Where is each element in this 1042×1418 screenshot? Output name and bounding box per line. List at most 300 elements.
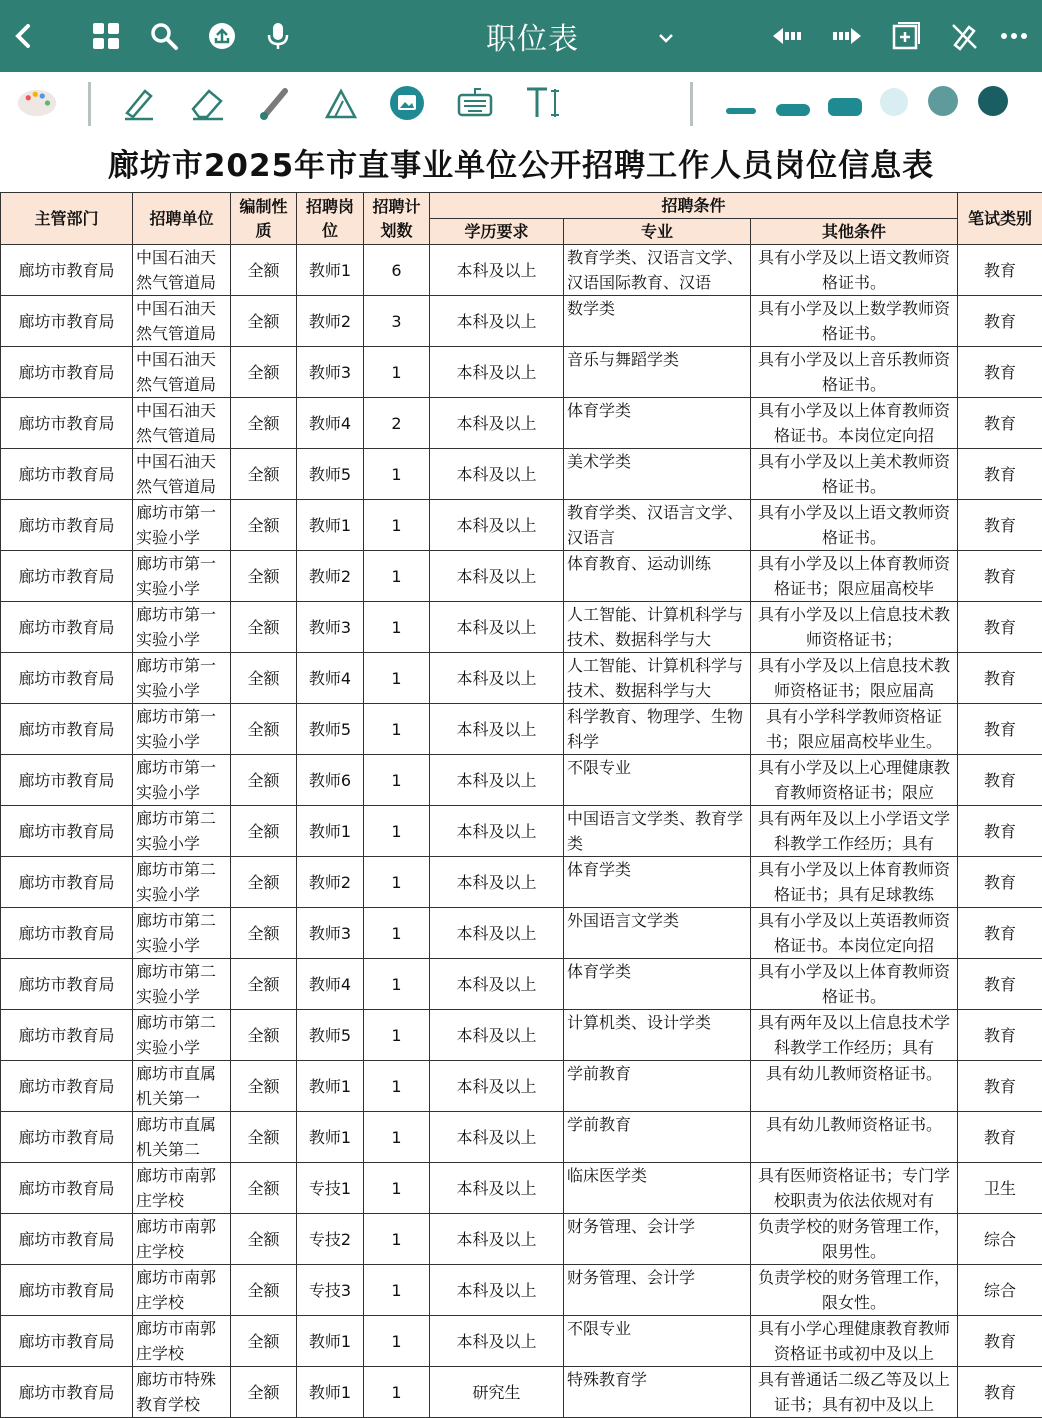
cell-dept: 廊坊市教育局 <box>1 857 133 908</box>
cell-plan: 1 <box>364 1316 430 1367</box>
cell-major-text: 临床医学类 <box>567 1163 747 1213</box>
cell-major <box>564 602 751 653</box>
cell-unit-text: 廊坊市第一实验小学 <box>136 551 227 601</box>
cell-major-text: 音乐与舞蹈学类 <box>567 347 747 397</box>
header-conditions: 招聘条件 <box>430 193 958 219</box>
cell-major <box>564 806 751 857</box>
cell-other-text: 具有两年及以上信息技术学科教学工作经历；具有 <box>754 1010 954 1060</box>
cell-exam: 教育 <box>958 959 1042 1010</box>
cell-edu: 本科及以上 <box>430 1112 564 1163</box>
cell-dept: 廊坊市教育局 <box>1 398 133 449</box>
cell-other-text: 具有小学及以上信息技术教师资格证书； <box>754 602 954 652</box>
cell-exam: 教育 <box>958 602 1042 653</box>
cell-edu: 本科及以上 <box>430 1061 564 1112</box>
cell-post: 教师1 <box>297 245 364 296</box>
stroke-width-thin[interactable] <box>726 108 756 114</box>
cell-exam: 教育 <box>958 1010 1042 1061</box>
cell-exam: 教育 <box>958 1367 1042 1418</box>
cell-other <box>751 398 958 449</box>
cell-other <box>751 959 958 1010</box>
cell-post: 教师3 <box>297 602 364 653</box>
cell-unit <box>133 806 231 857</box>
cell-unit <box>133 755 231 806</box>
cell-other <box>751 1316 958 1367</box>
cell-post: 教师3 <box>297 908 364 959</box>
cell-plan: 2 <box>364 398 430 449</box>
cell-nature: 全额 <box>231 806 297 857</box>
header-major: 专业 <box>564 219 751 245</box>
header-post: 招聘岗位 <box>297 193 364 245</box>
cell-nature: 全额 <box>231 398 297 449</box>
cell-post: 教师1 <box>297 806 364 857</box>
cell-exam: 教育 <box>958 704 1042 755</box>
cell-exam: 教育 <box>958 449 1042 500</box>
image-icon[interactable] <box>386 82 428 124</box>
cell-nature: 全额 <box>231 1214 297 1265</box>
cell-other <box>751 245 958 296</box>
cell-major <box>564 755 751 806</box>
table-row <box>1 857 1042 908</box>
cell-other-text: 负责学校的财务管理工作，限男性。 <box>754 1214 954 1264</box>
cell-dept: 廊坊市教育局 <box>1 245 133 296</box>
cell-other-text: 具有小学及以上英语教师资格证书。本岗位定向招 <box>754 908 954 958</box>
cell-plan: 1 <box>364 602 430 653</box>
cell-other <box>751 1010 958 1061</box>
cell-unit <box>133 959 231 1010</box>
cell-dept: 廊坊市教育局 <box>1 806 133 857</box>
shape-icon[interactable] <box>320 82 362 124</box>
cell-unit <box>133 398 231 449</box>
cell-unit-text: 廊坊市南郭庄学校 <box>136 1316 227 1366</box>
cell-other-text: 具有小学及以上体育教师资格证书。 <box>754 959 954 1009</box>
cell-dept: 廊坊市教育局 <box>1 1112 133 1163</box>
cell-post: 专技1 <box>297 1163 364 1214</box>
cell-nature: 全额 <box>231 653 297 704</box>
cell-edu: 本科及以上 <box>430 1163 564 1214</box>
table-row <box>1 1214 1042 1265</box>
cell-other <box>751 347 958 398</box>
job-table <box>0 192 1042 1418</box>
cell-major <box>564 908 751 959</box>
cell-exam: 教育 <box>958 347 1042 398</box>
cell-major-text: 学前教育 <box>567 1061 747 1111</box>
cell-dept: 廊坊市教育局 <box>1 1061 133 1112</box>
cell-unit <box>133 653 231 704</box>
edit-off-icon[interactable] <box>946 18 982 54</box>
cell-edu: 本科及以上 <box>430 296 564 347</box>
cell-post: 教师1 <box>297 1061 364 1112</box>
cell-other-text: 具有小学科学教师资格证书；限应届高校毕业生。 <box>754 704 954 754</box>
table-row <box>1 500 1042 551</box>
cell-dept: 廊坊市教育局 <box>1 551 133 602</box>
cell-major <box>564 1061 751 1112</box>
cell-exam: 卫生 <box>958 1163 1042 1214</box>
cell-unit-text: 廊坊市第二实验小学 <box>136 857 227 907</box>
table-row <box>1 347 1042 398</box>
cell-other-text: 具有小学及以上语文教师资格证书。 <box>754 500 954 550</box>
cell-major-text: 科学教育、物理学、生物科学 <box>567 704 747 754</box>
cell-other-text: 具有两年及以上小学语文学科教学工作经历；具有 <box>754 806 954 856</box>
cell-post: 教师1 <box>297 1367 364 1418</box>
cell-plan: 1 <box>364 908 430 959</box>
table-row <box>1 959 1042 1010</box>
cell-post: 教师6 <box>297 755 364 806</box>
palette-icon[interactable] <box>16 82 58 124</box>
toolbar-divider <box>690 82 693 126</box>
table-row <box>1 398 1042 449</box>
cell-post: 教师1 <box>297 1112 364 1163</box>
cell-edu: 本科及以上 <box>430 245 564 296</box>
cell-post: 教师2 <box>297 551 364 602</box>
cell-plan: 1 <box>364 500 430 551</box>
cell-exam: 教育 <box>958 1061 1042 1112</box>
cell-unit <box>133 704 231 755</box>
cell-major <box>564 1112 751 1163</box>
cell-other <box>751 908 958 959</box>
cell-nature: 全额 <box>231 1367 297 1418</box>
cell-edu: 本科及以上 <box>430 806 564 857</box>
grid-icon[interactable] <box>88 18 124 54</box>
cell-major-text: 数学类 <box>567 296 747 346</box>
cell-exam: 教育 <box>958 908 1042 959</box>
cell-major-text: 体育学类 <box>567 959 747 1009</box>
cell-other <box>751 704 958 755</box>
cell-major-text: 体育学类 <box>567 398 747 448</box>
cell-other <box>751 755 958 806</box>
cell-major <box>564 347 751 398</box>
cell-nature: 全额 <box>231 755 297 806</box>
cell-unit <box>133 1163 231 1214</box>
cell-unit-text: 廊坊市第二实验小学 <box>136 1010 227 1060</box>
cell-post: 教师5 <box>297 704 364 755</box>
cell-other <box>751 806 958 857</box>
cell-dept: 廊坊市教育局 <box>1 1010 133 1061</box>
cell-unit-text: 廊坊市第二实验小学 <box>136 908 227 958</box>
cell-plan: 1 <box>364 449 430 500</box>
cell-post: 教师4 <box>297 653 364 704</box>
cell-major <box>564 1316 751 1367</box>
cell-plan: 1 <box>364 1061 430 1112</box>
cell-unit-text: 中国石油天然气管道局 <box>136 449 227 499</box>
cell-post: 教师1 <box>297 500 364 551</box>
cell-nature: 全额 <box>231 1010 297 1061</box>
cell-plan: 1 <box>364 1112 430 1163</box>
cell-post: 教师2 <box>297 296 364 347</box>
cell-unit <box>133 449 231 500</box>
table-row <box>1 245 1042 296</box>
cell-other <box>751 1367 958 1418</box>
cell-dept: 廊坊市教育局 <box>1 500 133 551</box>
cell-other-text: 具有小学及以上音乐教师资格证书。 <box>754 347 954 397</box>
cell-other-text: 具有幼儿教师资格证书。 <box>754 1061 954 1111</box>
cell-other-text: 具有医师资格证书；专门学校职责为依法依规对有 <box>754 1163 954 1213</box>
cell-exam: 教育 <box>958 857 1042 908</box>
cell-exam: 教育 <box>958 296 1042 347</box>
cell-post: 专技3 <box>297 1265 364 1316</box>
cell-edu: 本科及以上 <box>430 1214 564 1265</box>
keyboard-icon[interactable] <box>454 82 496 124</box>
cell-unit <box>133 857 231 908</box>
cell-major-text: 外国语言文学类 <box>567 908 747 958</box>
table-row <box>1 449 1042 500</box>
cell-major-text: 不限专业 <box>567 1316 747 1366</box>
cell-plan: 1 <box>364 959 430 1010</box>
cell-major-text: 体育教育、运动训练 <box>567 551 747 601</box>
cell-unit <box>133 908 231 959</box>
cell-nature: 全额 <box>231 1061 297 1112</box>
cell-unit-text: 廊坊市南郭庄学校 <box>136 1265 227 1315</box>
cell-other <box>751 857 958 908</box>
cell-plan: 6 <box>364 245 430 296</box>
cell-edu: 本科及以上 <box>430 500 564 551</box>
cell-unit-text: 中国石油天然气管道局 <box>136 296 227 346</box>
cell-exam: 综合 <box>958 1265 1042 1316</box>
eraser-icon[interactable] <box>186 82 228 124</box>
cell-other <box>751 1265 958 1316</box>
cell-exam: 教育 <box>958 1112 1042 1163</box>
stroke-width-thick[interactable] <box>828 98 862 116</box>
cell-exam: 教育 <box>958 806 1042 857</box>
cell-edu: 本科及以上 <box>430 398 564 449</box>
cell-major-text: 美术学类 <box>567 449 747 499</box>
cell-nature: 全额 <box>231 908 297 959</box>
cell-major <box>564 1010 751 1061</box>
cell-dept: 廊坊市教育局 <box>1 959 133 1010</box>
text-icon[interactable] <box>522 82 564 124</box>
cell-edu: 本科及以上 <box>430 602 564 653</box>
cell-major-text: 教育学类、汉语言文学、汉语言 <box>567 500 747 550</box>
cell-unit <box>133 296 231 347</box>
table-row <box>1 1112 1042 1163</box>
table-row <box>1 1316 1042 1367</box>
cell-edu: 本科及以上 <box>430 449 564 500</box>
back-icon[interactable] <box>6 18 42 54</box>
cell-dept: 廊坊市教育局 <box>1 347 133 398</box>
search-icon[interactable] <box>146 18 182 54</box>
cell-nature: 全额 <box>231 296 297 347</box>
cell-major <box>564 653 751 704</box>
cell-major <box>564 551 751 602</box>
cell-other <box>751 1112 958 1163</box>
toolbar-divider <box>88 82 91 126</box>
table-row <box>1 551 1042 602</box>
cell-unit-text: 廊坊市第二实验小学 <box>136 959 227 1009</box>
table-row <box>1 1265 1042 1316</box>
table-row <box>1 755 1042 806</box>
cell-major <box>564 245 751 296</box>
cell-exam: 教育 <box>958 755 1042 806</box>
undo-icon[interactable] <box>770 18 806 54</box>
share-icon[interactable] <box>204 18 240 54</box>
cell-other-text: 负责学校的财务管理工作，限女性。 <box>754 1265 954 1315</box>
cell-unit-text: 中国石油天然气管道局 <box>136 245 227 295</box>
cell-unit-text: 廊坊市南郭庄学校 <box>136 1163 227 1213</box>
cell-nature: 全额 <box>231 551 297 602</box>
cell-nature: 全额 <box>231 1112 297 1163</box>
add-page-icon[interactable] <box>888 18 924 54</box>
cell-major-text: 财务管理、会计学 <box>567 1214 747 1264</box>
cell-unit <box>133 1214 231 1265</box>
color-swatch-dark[interactable] <box>978 86 1008 116</box>
cell-other-text: 具有小学心理健康教育教师资格证书或初中及以上 <box>754 1316 954 1366</box>
cell-edu: 本科及以上 <box>430 959 564 1010</box>
cell-post: 教师3 <box>297 347 364 398</box>
cell-post: 教师5 <box>297 1010 364 1061</box>
cell-edu: 本科及以上 <box>430 551 564 602</box>
cell-major <box>564 704 751 755</box>
cell-other-text: 具有小学及以上数学教师资格证书。 <box>754 296 954 346</box>
cell-edu: 本科及以上 <box>430 755 564 806</box>
cell-post: 教师4 <box>297 398 364 449</box>
header-edu: 学历要求 <box>430 219 564 245</box>
cell-dept: 廊坊市教育局 <box>1 704 133 755</box>
cell-edu: 本科及以上 <box>430 857 564 908</box>
cell-major <box>564 1367 751 1418</box>
cell-unit-text: 中国石油天然气管道局 <box>136 347 227 397</box>
cell-plan: 1 <box>364 1367 430 1418</box>
table-row <box>1 1163 1042 1214</box>
cell-exam: 教育 <box>958 500 1042 551</box>
cell-edu: 本科及以上 <box>430 653 564 704</box>
cell-major <box>564 1214 751 1265</box>
cell-major <box>564 857 751 908</box>
cell-unit <box>133 1112 231 1163</box>
cell-nature: 全额 <box>231 602 297 653</box>
cell-major-text: 财务管理、会计学 <box>567 1265 747 1315</box>
header-nature: 编制性质 <box>231 193 297 245</box>
cell-major-text: 特殊教育学 <box>567 1367 747 1417</box>
cell-major-text: 教育学类、汉语言文学、汉语国际教育、汉语 <box>567 245 747 295</box>
cell-other-text: 具有小学及以上体育教师资格证书。本岗位定向招 <box>754 398 954 448</box>
cell-dept: 廊坊市教育局 <box>1 1163 133 1214</box>
cell-unit-text: 廊坊市第一实验小学 <box>136 500 227 550</box>
table-row <box>1 602 1042 653</box>
cell-major <box>564 959 751 1010</box>
cell-unit <box>133 347 231 398</box>
color-swatch-medium[interactable] <box>928 86 958 116</box>
more-icon[interactable] <box>996 18 1032 54</box>
cell-unit <box>133 602 231 653</box>
cell-exam: 教育 <box>958 398 1042 449</box>
cell-edu: 本科及以上 <box>430 908 564 959</box>
cell-other-text: 具有小学及以上体育教师资格证书；具有足球教练 <box>754 857 954 907</box>
cell-unit-text: 廊坊市第一实验小学 <box>136 755 227 805</box>
cell-nature: 全额 <box>231 1316 297 1367</box>
cell-nature: 全额 <box>231 245 297 296</box>
cell-unit-text: 廊坊市第一实验小学 <box>136 704 227 754</box>
cell-edu: 本科及以上 <box>430 1265 564 1316</box>
cell-edu: 本科及以上 <box>430 347 564 398</box>
cell-post: 教师2 <box>297 857 364 908</box>
cell-plan: 1 <box>364 1163 430 1214</box>
cell-plan: 1 <box>364 347 430 398</box>
cell-unit-text: 廊坊市直属机关第一 <box>136 1061 227 1111</box>
redo-icon[interactable] <box>828 18 864 54</box>
cell-nature: 全额 <box>231 500 297 551</box>
cell-unit <box>133 551 231 602</box>
cell-nature: 全额 <box>231 449 297 500</box>
cell-exam: 教育 <box>958 245 1042 296</box>
cell-major-text: 不限专业 <box>567 755 747 805</box>
cell-exam: 综合 <box>958 1214 1042 1265</box>
cell-dept: 廊坊市教育局 <box>1 755 133 806</box>
cell-dept: 廊坊市教育局 <box>1 1265 133 1316</box>
cell-dept: 廊坊市教育局 <box>1 653 133 704</box>
cell-unit-text: 廊坊市特殊教育学校 <box>136 1367 227 1417</box>
page-title: 廊坊市2025年市直事业单位公开招聘工作人员岗位信息表 <box>0 140 1042 185</box>
cell-unit-text: 廊坊市第一实验小学 <box>136 602 227 652</box>
cell-unit <box>133 500 231 551</box>
cell-major <box>564 1163 751 1214</box>
cell-other-text: 具有小学及以上心理健康教育教师资格证书；限应 <box>754 755 954 805</box>
cell-unit <box>133 1265 231 1316</box>
document-title-bar[interactable]: 职位表 <box>420 14 660 58</box>
table-row <box>1 653 1042 704</box>
header-plan: 招聘计划数 <box>364 193 430 245</box>
cell-plan: 1 <box>364 704 430 755</box>
cell-unit <box>133 1010 231 1061</box>
color-swatch-light[interactable] <box>880 88 908 116</box>
cell-other <box>751 296 958 347</box>
cell-dept: 廊坊市教育局 <box>1 602 133 653</box>
cell-major <box>564 1265 751 1316</box>
highlighter-icon[interactable] <box>118 82 160 124</box>
cell-dept: 廊坊市教育局 <box>1 1214 133 1265</box>
cell-unit <box>133 1367 231 1418</box>
cell-major-text: 人工智能、计算机科学与技术、数据科学与大 <box>567 602 747 652</box>
table-row <box>1 1010 1042 1061</box>
cell-major-text: 计算机类、设计学类 <box>567 1010 747 1060</box>
cell-plan: 1 <box>364 755 430 806</box>
cell-other <box>751 1214 958 1265</box>
chevron-down-icon[interactable] <box>648 20 684 56</box>
cell-plan: 1 <box>364 1010 430 1061</box>
cell-edu: 本科及以上 <box>430 704 564 755</box>
cell-other-text: 具有小学及以上语文教师资格证书。 <box>754 245 954 295</box>
cell-post: 专技2 <box>297 1214 364 1265</box>
cell-other <box>751 1163 958 1214</box>
cell-nature: 全额 <box>231 857 297 908</box>
cell-other-text: 具有小学及以上信息技术教师资格证书；限应届高 <box>754 653 954 703</box>
cell-nature: 全额 <box>231 1163 297 1214</box>
cell-major <box>564 500 751 551</box>
cell-nature: 全额 <box>231 959 297 1010</box>
stroke-width-medium[interactable] <box>776 104 810 116</box>
cell-dept: 廊坊市教育局 <box>1 296 133 347</box>
cell-other-text: 具有小学及以上体育教师资格证书；限应届高校毕 <box>754 551 954 601</box>
table-row <box>1 908 1042 959</box>
cell-major <box>564 449 751 500</box>
brush-icon[interactable] <box>254 82 296 124</box>
header-exam: 笔试类别 <box>958 193 1042 245</box>
cell-plan: 3 <box>364 296 430 347</box>
cell-plan: 1 <box>364 1214 430 1265</box>
table-row <box>1 296 1042 347</box>
cell-unit-text: 中国石油天然气管道局 <box>136 398 227 448</box>
cell-unit-text: 廊坊市南郭庄学校 <box>136 1214 227 1264</box>
cell-major-text: 体育学类 <box>567 857 747 907</box>
mic-icon[interactable] <box>260 18 296 54</box>
cell-major-text: 人工智能、计算机科学与技术、数据科学与大 <box>567 653 747 703</box>
cell-unit-text: 廊坊市直属机关第二 <box>136 1112 227 1162</box>
cell-major-text: 学前教育 <box>567 1112 747 1162</box>
table-row <box>1 1367 1042 1418</box>
cell-other-text: 具有小学及以上美术教师资格证书。 <box>754 449 954 499</box>
cell-post: 教师4 <box>297 959 364 1010</box>
cell-other-text: 具有普通话二级乙等及以上证书；具有初中及以上 <box>754 1367 954 1417</box>
cell-edu: 本科及以上 <box>430 1316 564 1367</box>
cell-post: 教师5 <box>297 449 364 500</box>
